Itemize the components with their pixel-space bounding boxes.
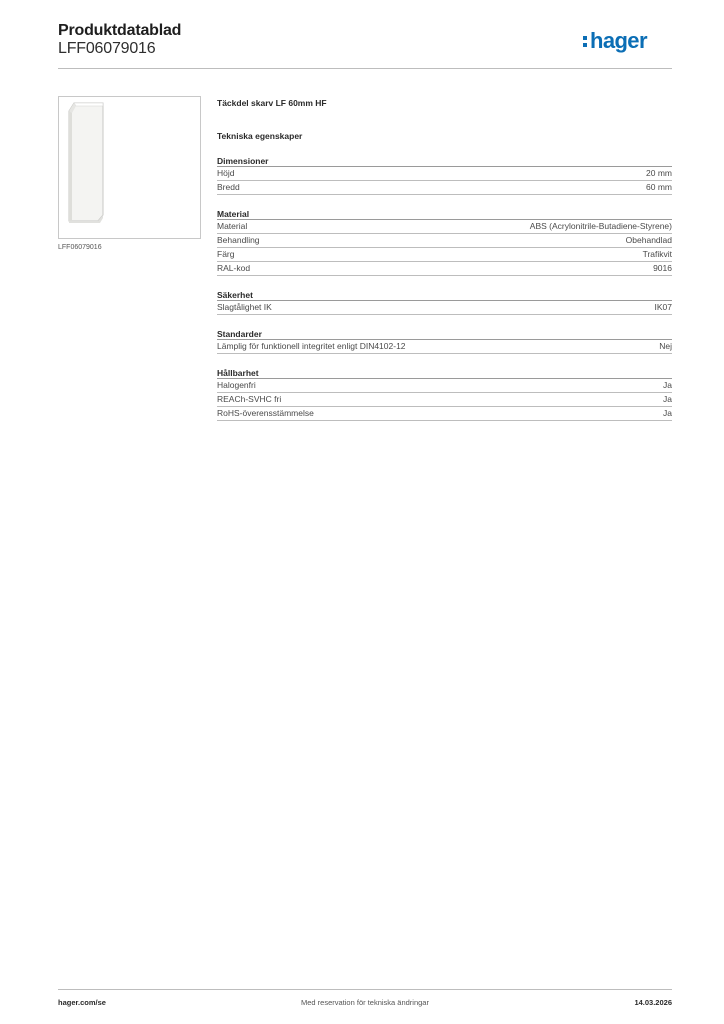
table-row [217, 301, 672, 315]
row-label: Halogenfri [217, 380, 256, 390]
section-title: Dimensioner [217, 155, 672, 167]
row-value: Ja [663, 394, 672, 404]
section-dimensions [217, 155, 672, 195]
row-value: Trafikvit [642, 249, 672, 259]
footer-divider [58, 989, 672, 990]
table-row [217, 262, 672, 276]
image-caption: LFF06079016 [58, 244, 102, 251]
section-title: Säkerhet [217, 289, 672, 301]
row-value: Obehandlad [625, 235, 672, 245]
table-row [217, 248, 672, 262]
row-value: 9016 [653, 263, 672, 273]
footer-website-link[interactable]: hager.com/se [58, 998, 106, 1007]
section-title: Material [217, 208, 672, 220]
row-value: 20 mm [646, 168, 672, 178]
row-label: Behandling [217, 235, 260, 245]
section-title: Standarder [217, 328, 672, 340]
section-safety [217, 289, 672, 315]
table-row [217, 167, 672, 181]
table-row [217, 220, 672, 234]
footer-disclaimer: Med reservation för tekniska ändringar [301, 998, 429, 1007]
cover-part-illustration [59, 97, 200, 238]
row-label: RoHS-överensstämmelse [217, 408, 314, 418]
row-value: Nej [659, 341, 672, 351]
table-row [217, 393, 672, 407]
table-row [217, 234, 672, 248]
row-label: REACh-SVHC fri [217, 394, 282, 404]
section-material [217, 208, 672, 276]
table-row [217, 379, 672, 393]
hager-logo [582, 28, 672, 54]
page-footer [58, 998, 672, 1010]
row-label: Bredd [217, 182, 240, 192]
footer-date: 14.03.2026 [634, 998, 672, 1007]
row-value: Ja [663, 408, 672, 418]
section-title: Hållbarhet [217, 367, 672, 379]
row-label: Höjd [217, 168, 235, 178]
section-standards [217, 328, 672, 354]
row-value: IK07 [654, 302, 672, 312]
table-row [217, 340, 672, 354]
page-header [58, 22, 672, 68]
row-value: 60 mm [646, 182, 672, 192]
row-label: Material [217, 221, 248, 231]
brand-wordmark: hager [590, 28, 647, 53]
row-value: ABS (Acrylonitrile-Butadiene-Styrene) [529, 221, 672, 231]
row-label: Färg [217, 249, 235, 259]
row-label: RAL-kod [217, 263, 251, 273]
table-row [217, 407, 672, 421]
row-value: Ja [663, 380, 672, 390]
row-label: Slagtålighet IK [217, 302, 272, 312]
product-details [217, 97, 672, 421]
row-label: Lämplig för funktionell integritet enligt DIN4102-12 [217, 341, 406, 351]
document-title: Produktdatablad [58, 22, 182, 39]
product-image [58, 96, 201, 239]
table-row [217, 181, 672, 195]
product-name: Täckdel skarv LF 60mm HF [217, 98, 327, 108]
properties-heading: Tekniska egenskaper [217, 131, 303, 141]
header-divider [58, 68, 672, 69]
section-sustainability [217, 367, 672, 421]
product-code: LFF06079016 [58, 40, 156, 57]
